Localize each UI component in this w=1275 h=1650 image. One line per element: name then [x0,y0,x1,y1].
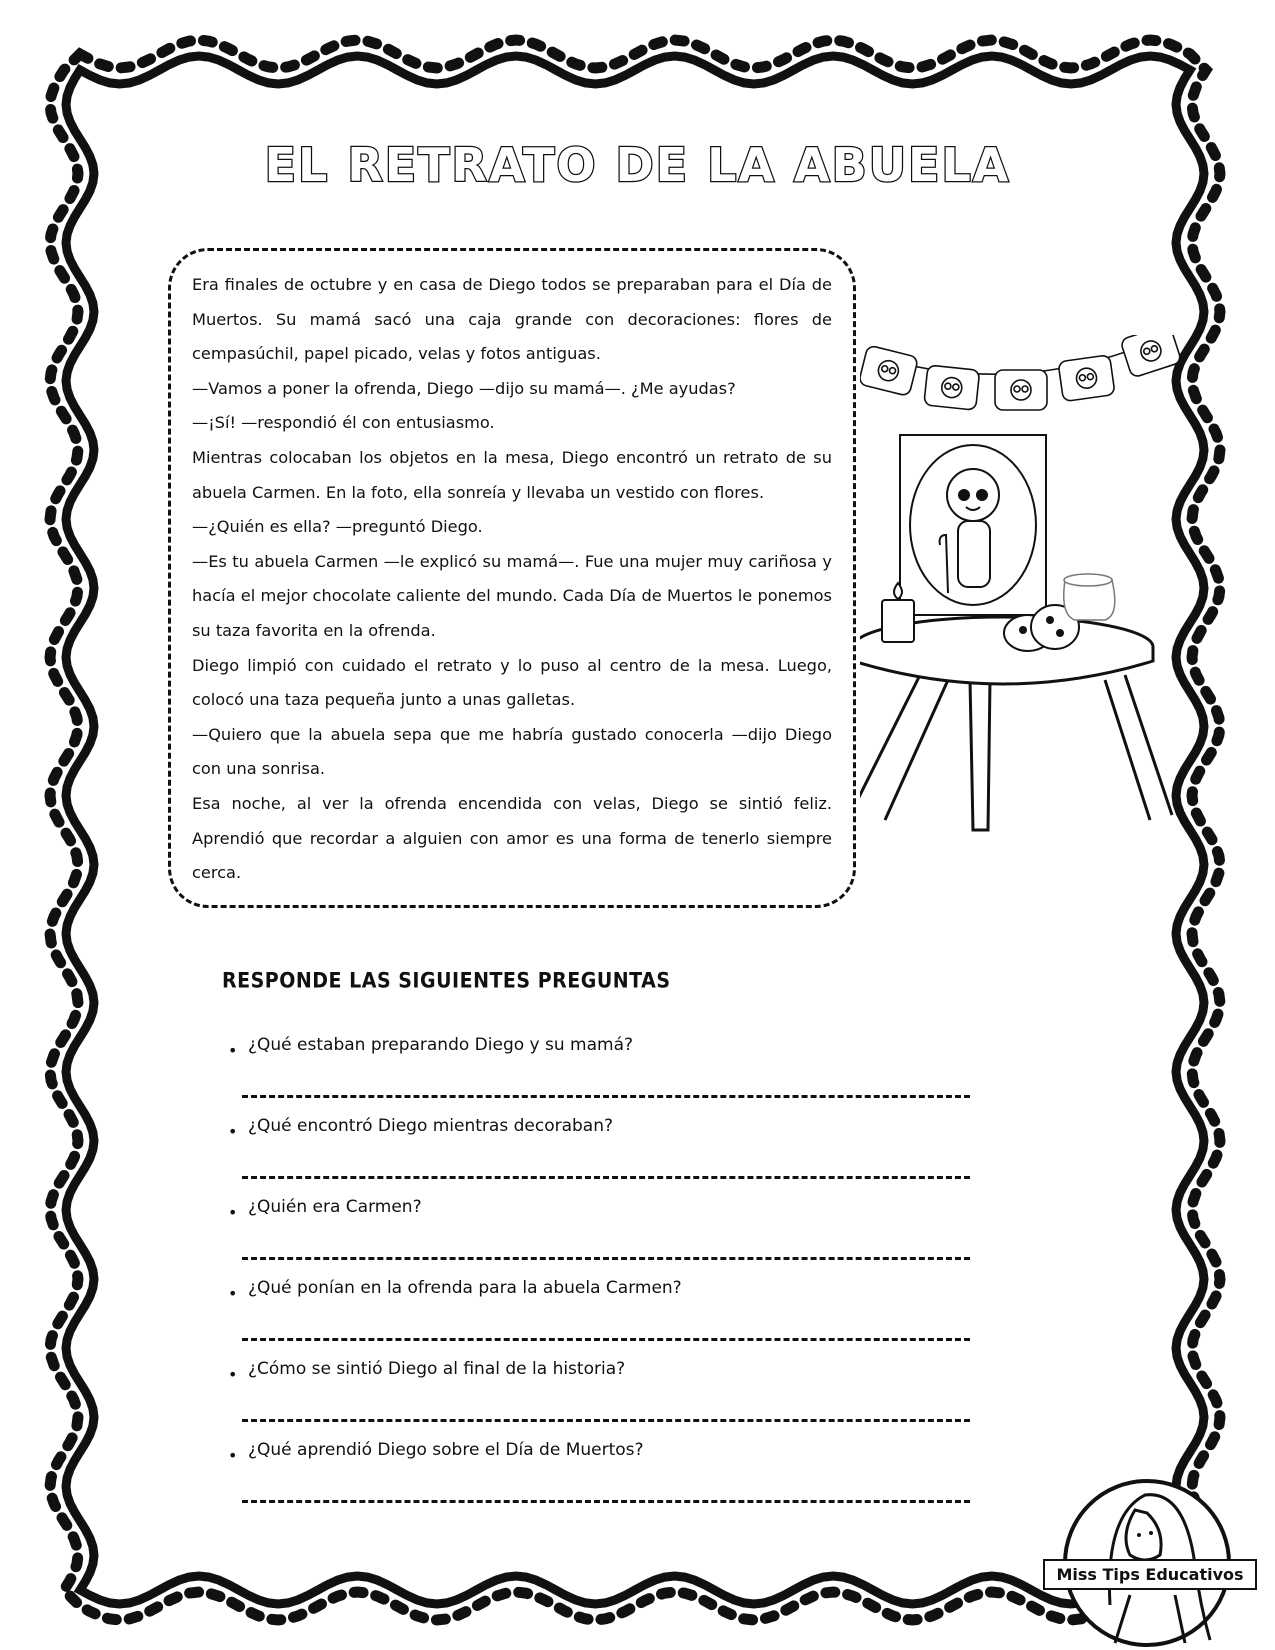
question-text: ¿Qué encontró Diego mientras decoraban? [248,1116,614,1136]
question-text: ¿Quién era Carmen? [248,1197,422,1217]
bullet-icon: • [228,1203,238,1222]
story-paragraph: —Vamos a poner la ofrenda, Diego —dijo su mamá—. ¿Me ayudas? [192,378,736,398]
story-paragraph: —¡Sí! —respondió él con entusiasmo. [192,413,495,433]
grandma-portrait-icon [900,435,1046,615]
question-item [222,1035,982,1116]
bullet-icon: • [228,1446,238,1465]
question-text: ¿Qué aprendió Diego sobre el Día de Muertos? [248,1440,644,1460]
question-item [222,1440,982,1521]
page-title: EL RETRATO DE LA ABUELA [264,138,1011,192]
questions-heading: RESPONDE LAS SIGUIENTES PREGUNTAS [222,968,671,994]
bullet-icon: • [228,1365,238,1384]
answer-line[interactable] [242,1257,970,1260]
questions-list [222,1035,982,1521]
question-item [222,1197,982,1278]
brand-logo-label: Miss Tips Educativos [1043,1559,1257,1590]
pitcher-icon [1064,574,1115,620]
story-text [192,268,832,891]
question-item [222,1116,982,1197]
bullet-icon: • [228,1122,238,1141]
question-text: ¿Qué estaban preparando Diego y su mamá? [248,1035,634,1055]
answer-line[interactable] [242,1095,970,1098]
story-paragraph: Era finales de octubre y en casa de Diego todos se preparaban para el Día de Muertos. Su mamá sacó una caja grande con decoraciones: flores de cempasúchil, papel picado, velas y fotos antiguas. [192,275,832,364]
answer-line[interactable] [242,1500,970,1503]
papel-picado-banner-icon [860,335,1190,410]
question-text: ¿Qué ponían en la ofrenda para la abuela Carmen? [248,1278,682,1298]
question-item [222,1278,982,1359]
bullet-icon: • [228,1284,238,1303]
story-paragraph: Diego limpió con cuidado el retrato y lo puso al centro de la mesa. Luego, colocó una taza pequeña junto a unas galletas. [192,655,832,710]
bullet-icon: • [228,1041,238,1060]
question-text: ¿Cómo se sintió Diego al final de la historia? [248,1359,626,1379]
answer-line[interactable] [242,1338,970,1341]
answer-line[interactable] [242,1419,970,1422]
story-paragraph: Mientras colocaban los objetos en la mesa, Diego encontró un retrato de su abuela Carmen. En la foto, ella sonreía y llevaba un vestido con flores. [192,447,832,502]
brand-logo-icon [1035,1455,1260,1650]
story-paragraph: Esa noche, al ver la ofrenda encendida con velas, Diego se sintió feliz. Aprendió que recordar a alguien con amor es una forma de tenerlo siempre cerca. [192,793,832,883]
story-paragraph: —Quiero que la abuela sepa que me habría gustado conocerla —dijo Diego con una sonrisa. [192,724,832,779]
question-item [222,1359,982,1440]
answer-line[interactable] [242,1176,970,1179]
ofrenda-illustration [860,335,1200,875]
story-paragraph: —¿Quién es ella? —preguntó Diego. [192,517,483,537]
story-paragraph: —Es tu abuela Carmen —le explicó su mamá—. Fue una mujer muy cariñosa y hacía el mejor chocolate caliente del mundo. Cada Día de Muertos le ponemos su taza favorita en la ofrenda. [192,551,832,640]
